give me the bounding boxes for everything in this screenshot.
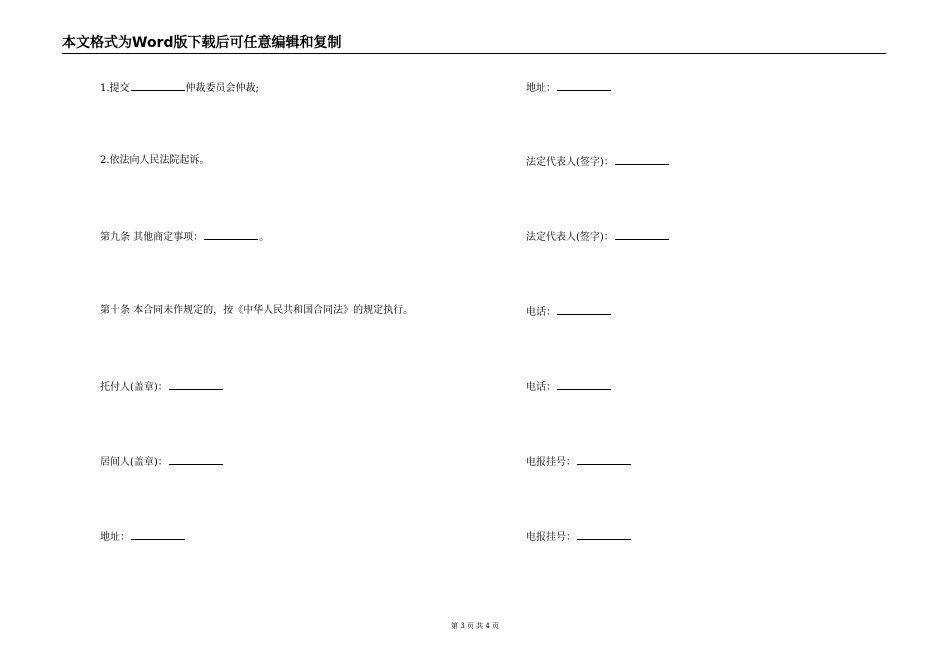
header-title: 本文格式为Word版下载后可任意编辑和复制: [62, 35, 342, 51]
right-line-legal-rep-2: [526, 230, 670, 244]
page-number: 第 3 页 共 4 页: [450, 622, 500, 630]
line-prefix: 电话：: [526, 382, 556, 393]
blank-field[interactable]: [131, 81, 185, 91]
right-line-phone-2: [526, 380, 612, 394]
left-line-broker-seal: [100, 455, 224, 469]
left-line-address: [100, 530, 186, 544]
blank-field[interactable]: [615, 230, 669, 240]
line-prefix: 托付人(盖章)：: [100, 382, 168, 393]
line-prefix: 电话：: [526, 307, 556, 318]
line-prefix: 电报挂号：: [526, 532, 576, 543]
right-line-phone-1: [526, 305, 612, 319]
line-prefix: 1.提交: [100, 83, 130, 94]
right-line-telegram-1: [526, 455, 632, 469]
line-suffix: 仲裁委员会仲裁;: [185, 83, 259, 94]
line-prefix: 居间人(盖章)：: [100, 457, 168, 468]
line-prefix: 电报挂号：: [526, 457, 576, 468]
line-prefix: 法定代表人(签字)：: [526, 157, 614, 168]
line-prefix: 法定代表人(签字)：: [526, 232, 614, 243]
right-line-legal-rep-1: [526, 155, 670, 169]
left-line-submit-arbitration: [100, 81, 259, 95]
left-line-court-suit: [100, 155, 210, 167]
blank-field[interactable]: [577, 530, 631, 540]
right-line-telegram-2: [526, 530, 632, 544]
right-line-address: [526, 81, 612, 95]
line-prefix: 第十条 本合同未作规定的，按《中华人民共和国合同法》的规定执行。: [100, 305, 414, 316]
line-prefix: 地址：: [526, 83, 556, 94]
blank-field[interactable]: [615, 155, 669, 165]
line-prefix: 第九条 其他商定事项：: [100, 232, 204, 243]
line-prefix: 地址：: [100, 532, 130, 543]
line-suffix: 。: [259, 232, 270, 243]
blank-field[interactable]: [577, 455, 631, 465]
left-line-article-9: [100, 230, 269, 244]
page-footer: [0, 622, 950, 631]
left-line-client-seal: [100, 380, 224, 394]
blank-field[interactable]: [204, 230, 258, 240]
page-header: [62, 35, 886, 54]
blank-field[interactable]: [169, 455, 223, 465]
blank-field[interactable]: [557, 81, 611, 91]
line-prefix: 2.依法向人民法院起诉。: [100, 155, 210, 166]
left-line-article-10: [100, 305, 413, 317]
blank-field[interactable]: [557, 380, 611, 390]
blank-field[interactable]: [557, 305, 611, 315]
blank-field[interactable]: [169, 380, 223, 390]
blank-field[interactable]: [131, 530, 185, 540]
